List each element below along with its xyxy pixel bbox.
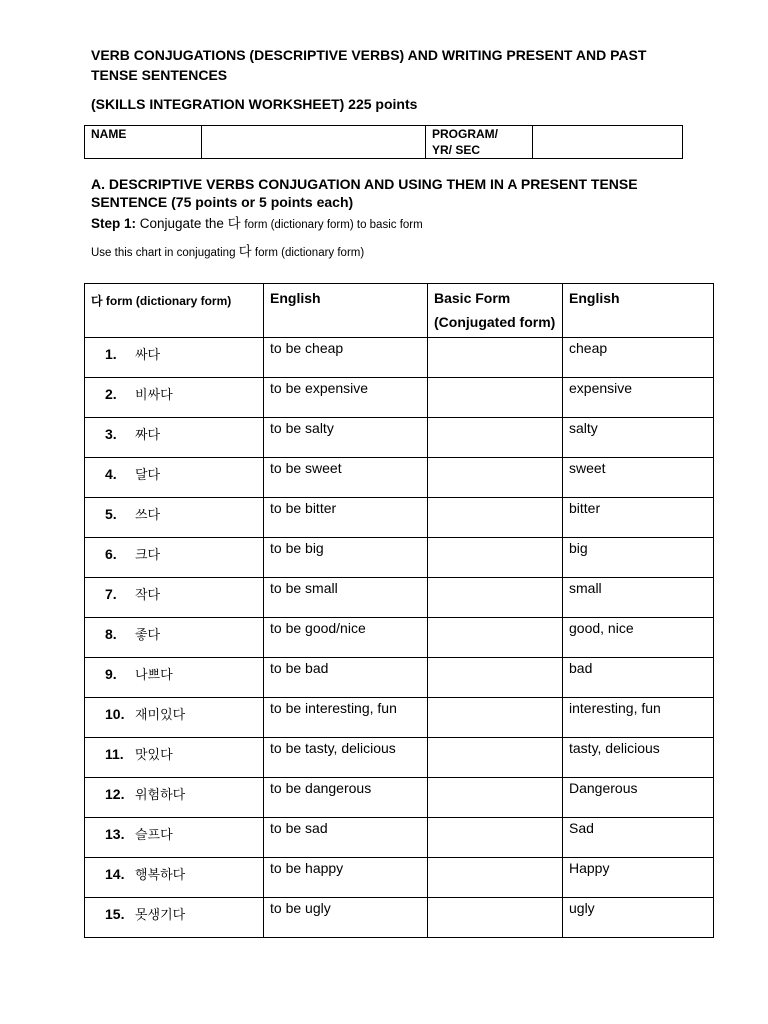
basic-form-answer-cell[interactable] <box>428 458 563 498</box>
dictionary-form-cell <box>85 658 264 698</box>
chart-note-a: Use this chart in conjugating <box>91 247 236 259</box>
english-adjective-cell: Dangerous <box>563 778 714 818</box>
basic-form-answer-cell[interactable] <box>428 378 563 418</box>
korean-verb: 비싸다 <box>135 388 173 403</box>
step1-instruction <box>91 215 423 234</box>
english-meaning-cell: to be dangerous <box>264 778 428 818</box>
english-adjective-cell: expensive <box>563 378 714 418</box>
english-meaning-cell: to be bitter <box>264 498 428 538</box>
english-adjective-cell: good, nice <box>563 618 714 658</box>
header-english: English <box>264 284 428 338</box>
dictionary-form-cell <box>85 418 264 458</box>
korean-verb: 위험하다 <box>135 788 186 803</box>
english-meaning-cell: to be sad <box>264 818 428 858</box>
table-row <box>85 738 714 778</box>
program-label-line2: YR/ SEC <box>432 143 481 157</box>
table-row <box>85 898 714 938</box>
dictionary-form-cell <box>85 858 264 898</box>
korean-verb: 달다 <box>135 468 161 483</box>
english-meaning-cell: to be happy <box>264 858 428 898</box>
chart-note-c: form (dictionary form) <box>254 247 365 259</box>
student-info-table <box>84 125 683 159</box>
basic-form-answer-cell[interactable] <box>428 418 563 458</box>
table-row <box>85 858 714 898</box>
english-adjective-cell: salty <box>563 418 714 458</box>
header-basic-line2: (Conjugated form) <box>434 314 556 330</box>
dictionary-form-cell <box>85 898 264 938</box>
english-adjective-cell: ugly <box>563 898 714 938</box>
row-number: 5. <box>105 506 117 522</box>
worksheet-title: VERB CONJUGATIONS (DESCRIPTIVE VERBS) AND WRITING PRESENT AND PAST TENSE SENTENCES <box>91 47 647 83</box>
english-meaning-cell: to be small <box>264 578 428 618</box>
english-adjective-cell: tasty, delicious <box>563 738 714 778</box>
basic-form-answer-cell[interactable] <box>428 578 563 618</box>
korean-verb: 싸다 <box>135 348 161 363</box>
dictionary-form-cell <box>85 338 264 378</box>
english-adjective-cell: bitter <box>563 498 714 538</box>
english-adjective-cell: interesting, fun <box>563 698 714 738</box>
korean-verb: 슬프다 <box>135 828 173 843</box>
basic-form-answer-cell[interactable] <box>428 658 563 698</box>
basic-form-answer-cell[interactable] <box>428 538 563 578</box>
dictionary-form-cell <box>85 618 264 658</box>
korean-verb: 짜다 <box>135 428 161 443</box>
header-basic-form <box>428 284 563 338</box>
table-row <box>85 418 714 458</box>
basic-form-answer-cell[interactable] <box>428 898 563 938</box>
row-number: 12. <box>105 786 125 802</box>
row-number: 14. <box>105 866 125 882</box>
table-row <box>85 338 714 378</box>
row-number: 3. <box>105 426 117 442</box>
basic-form-answer-cell[interactable] <box>428 818 563 858</box>
english-adjective-cell: big <box>563 538 714 578</box>
english-meaning-cell: to be sweet <box>264 458 428 498</box>
table-row <box>85 818 714 858</box>
step1-text-a: Conjugate the 다 <box>139 216 241 231</box>
korean-verb: 맛있다 <box>135 748 173 763</box>
english-meaning-cell: to be cheap <box>264 338 428 378</box>
chart-note-b: 다 <box>238 244 252 259</box>
table-row <box>85 778 714 818</box>
row-number: 8. <box>105 626 117 642</box>
english-meaning-cell: to be interesting, fun <box>264 698 428 738</box>
table-row <box>85 538 714 578</box>
english-meaning-cell: to be ugly <box>264 898 428 938</box>
table-row <box>85 698 714 738</box>
chart-note <box>91 243 364 262</box>
english-meaning-cell: to be big <box>264 538 428 578</box>
table-row <box>85 498 714 538</box>
verb-table-body <box>85 338 714 938</box>
english-meaning-cell: to be bad <box>264 658 428 698</box>
dictionary-form-cell <box>85 458 264 498</box>
basic-form-answer-cell[interactable] <box>428 738 563 778</box>
step1-label: Step 1: <box>91 216 137 231</box>
english-meaning-cell: to be tasty, delicious <box>264 738 428 778</box>
english-adjective-cell: bad <box>563 658 714 698</box>
korean-verb: 좋다 <box>135 628 161 643</box>
step1-text-b: form (dictionary form) to basic form <box>244 219 423 231</box>
verb-conjugation-table <box>84 283 714 938</box>
header-dictionary-form: 다 form (dictionary form) <box>85 284 264 338</box>
korean-verb: 못생기다 <box>135 908 186 923</box>
dictionary-form-cell <box>85 698 264 738</box>
row-number: 4. <box>105 466 117 482</box>
table-row <box>85 458 714 498</box>
english-meaning-cell: to be good/nice <box>264 618 428 658</box>
english-adjective-cell: cheap <box>563 338 714 378</box>
name-label: NAME <box>85 126 202 159</box>
basic-form-answer-cell[interactable] <box>428 618 563 658</box>
table-header-row <box>85 284 714 338</box>
row-number: 9. <box>105 666 117 682</box>
table-row <box>85 378 714 418</box>
row-number: 2. <box>105 386 117 402</box>
english-meaning-cell: to be expensive <box>264 378 428 418</box>
english-adjective-cell: small <box>563 578 714 618</box>
english-adjective-cell: Happy <box>563 858 714 898</box>
dictionary-form-cell <box>85 738 264 778</box>
header-english-2: English <box>563 284 714 338</box>
program-field[interactable] <box>533 126 683 159</box>
korean-verb: 나쁘다 <box>135 668 173 683</box>
basic-form-answer-cell[interactable] <box>428 698 563 738</box>
english-meaning-cell: to be salty <box>264 418 428 458</box>
table-row <box>85 618 714 658</box>
korean-verb: 쓰다 <box>135 508 161 523</box>
korean-verb: 행복하다 <box>135 868 186 883</box>
row-number: 10. <box>105 706 125 722</box>
dictionary-form-cell <box>85 538 264 578</box>
basic-form-answer-cell[interactable] <box>428 858 563 898</box>
name-field[interactable] <box>202 126 426 159</box>
dictionary-form-cell <box>85 778 264 818</box>
english-adjective-cell: sweet <box>563 458 714 498</box>
row-number: 1. <box>105 346 117 362</box>
korean-verb: 작다 <box>135 588 161 603</box>
basic-form-answer-cell[interactable] <box>428 498 563 538</box>
korean-verb: 재미있다 <box>135 708 186 723</box>
dictionary-form-cell <box>85 378 264 418</box>
korean-verb: 크다 <box>135 548 161 563</box>
table-row <box>85 578 714 618</box>
program-label-line1: PROGRAM/ <box>432 127 498 141</box>
header-basic-line1: Basic Form <box>434 290 511 306</box>
basic-form-answer-cell[interactable] <box>428 778 563 818</box>
table-row <box>85 658 714 698</box>
worksheet-subtitle: (SKILLS INTEGRATION WORKSHEET) 225 points <box>91 96 418 112</box>
dictionary-form-cell <box>85 578 264 618</box>
dictionary-form-cell <box>85 818 264 858</box>
basic-form-answer-cell[interactable] <box>428 338 563 378</box>
program-label <box>426 126 533 159</box>
row-number: 15. <box>105 906 125 922</box>
row-number: 13. <box>105 826 125 842</box>
dictionary-form-cell <box>85 498 264 538</box>
row-number: 6. <box>105 546 117 562</box>
section-a-heading: A. DESCRIPTIVE VERBS CONJUGATION AND USING THEM IN A PRESENT TENSE SENTENCE (75 points or 5 points each) <box>91 176 638 210</box>
row-number: 11. <box>105 746 124 762</box>
row-number: 7. <box>105 586 117 602</box>
english-adjective-cell: Sad <box>563 818 714 858</box>
